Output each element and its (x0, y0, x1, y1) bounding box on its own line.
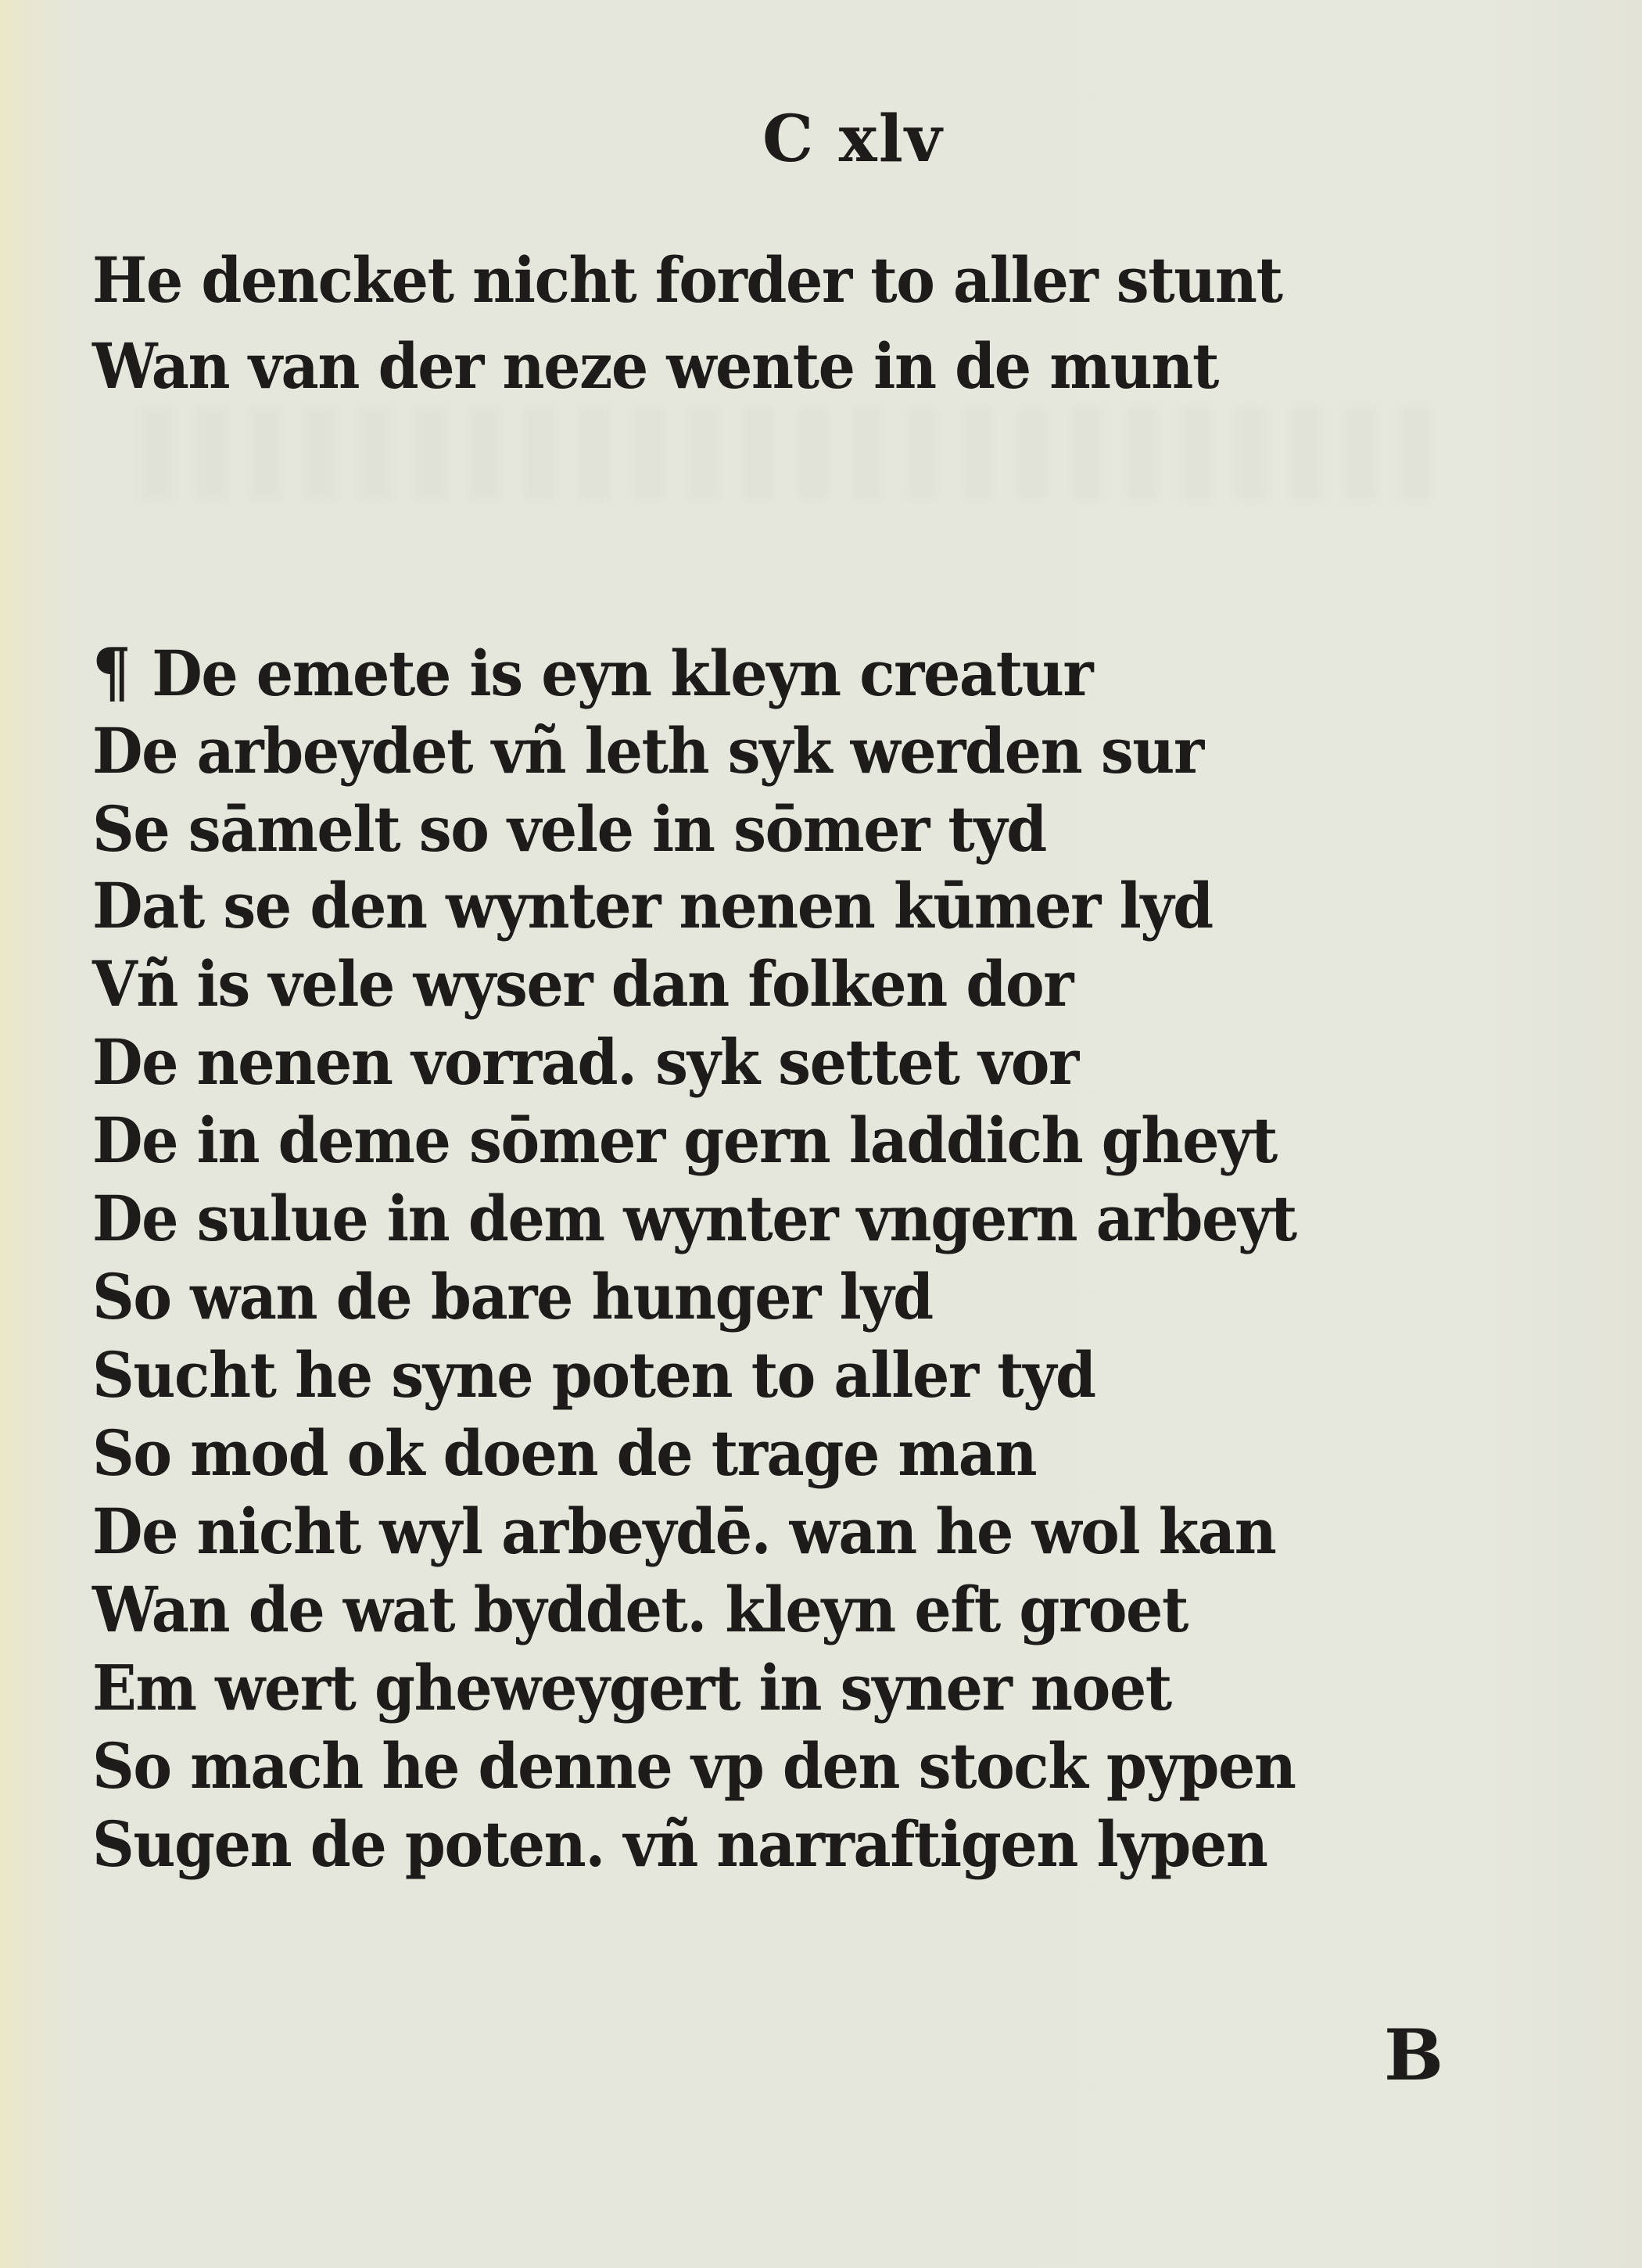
folio-header: C xlv (762, 102, 944, 177)
verse-line: He dencket nicht forder to aller stunt (92, 243, 1282, 317)
verse-line: De in deme sōmer gern laddich gheyt (92, 1103, 1277, 1177)
verse-line: De sulue in dem wynter vngern arbeyt (92, 1182, 1296, 1255)
signature-mark: B (1384, 2014, 1444, 2097)
verse-line: Sugen de poten. vñ narraftigen lypen (92, 1807, 1267, 1881)
verse-line: Dat se den wynter nenen kūmer lyd (92, 869, 1213, 942)
verse-line: Se sāmelt so vele in sōmer tyd (92, 792, 1046, 866)
verse-line: De nicht wyl arbeydē. wan he wol kan (92, 1495, 1276, 1568)
verse-line: Em wert gheweygert in syner noet (92, 1651, 1171, 1724)
verse-line: Vñ is vele wyser dan folken dor (92, 947, 1074, 1021)
verse-line: So mach he denne vp den stock pypen (92, 1729, 1296, 1803)
verse-line-first (92, 633, 1093, 711)
verse-line: So mod ok doen de trage man (92, 1416, 1037, 1490)
verse-line: Wan de wat byddet. kleyn eft groet (92, 1573, 1188, 1646)
verse-line: De arbeydet vñ leth syk werden sur (92, 714, 1203, 788)
verse-line: Sucht he syne poten to aller tyd (92, 1338, 1095, 1412)
show-through-texture (141, 407, 1431, 501)
pilcrow-icon: ¶ (92, 633, 131, 711)
verse-line: So wan de bare hunger lyd (92, 1260, 933, 1333)
verse-line: Wan van der neze wente in de munt (92, 329, 1218, 403)
verse-text: De emete is eyn kleyn creatur (152, 637, 1093, 710)
verse-line: De nenen vorrad. syk settet vor (92, 1025, 1078, 1099)
